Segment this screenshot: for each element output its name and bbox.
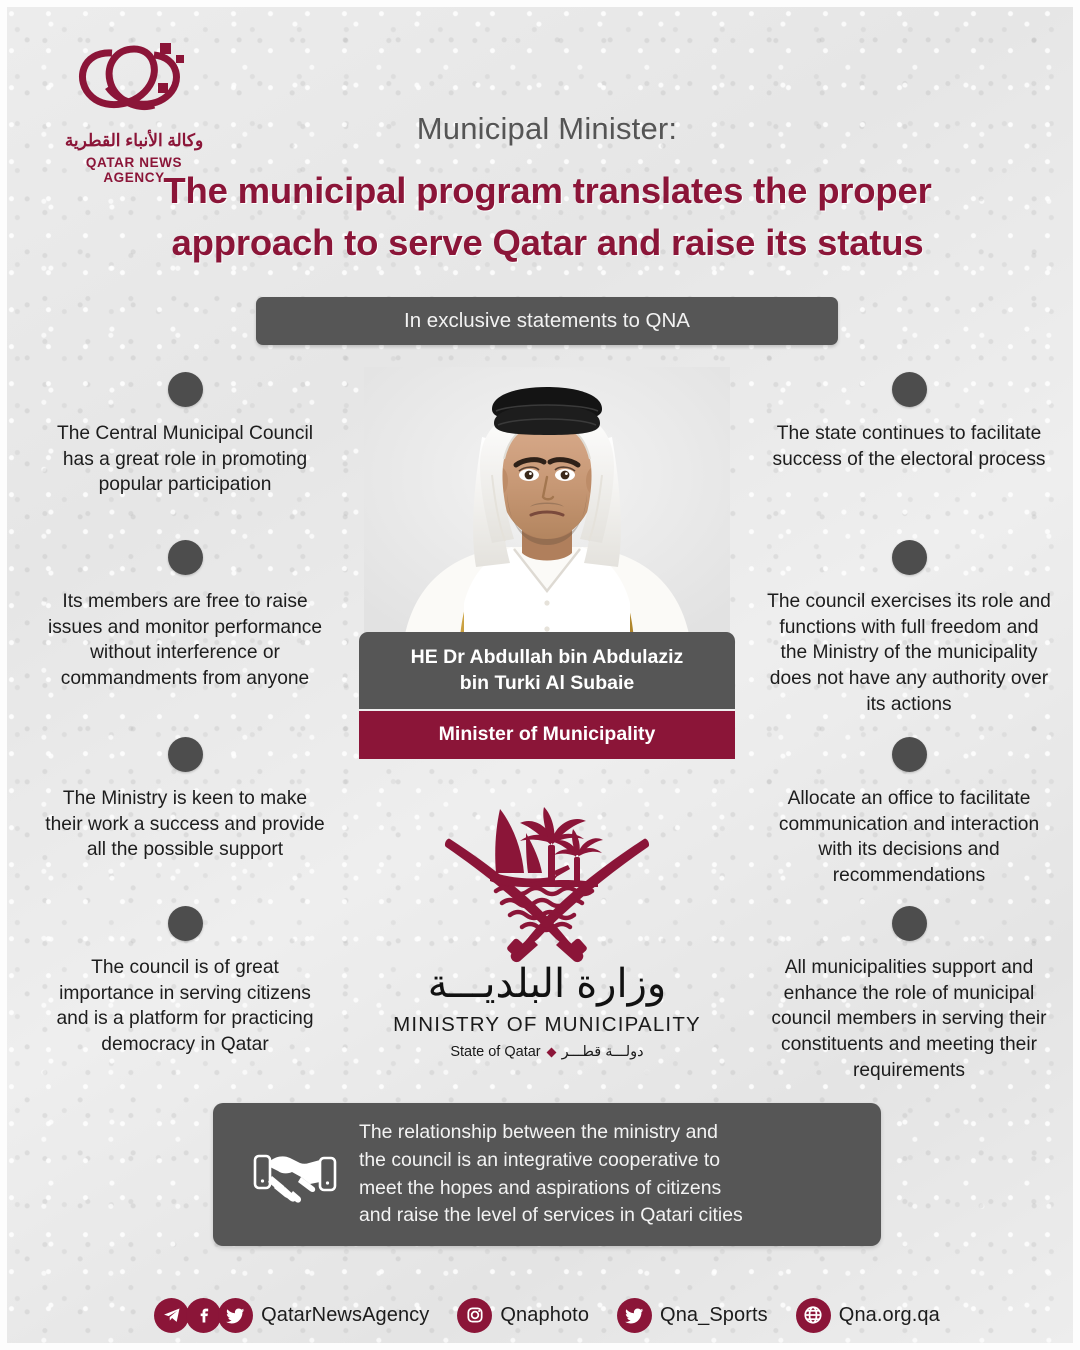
list-item: [35, 372, 335, 498]
quote-line-2: the council is an integrative cooperative to: [359, 1148, 721, 1171]
qna-logo-arabic: وكالة الأنباء القطرية: [64, 131, 204, 150]
ministry-name-arabic: وزارة البلديـــة: [427, 962, 667, 1006]
bullet-text: All municipalities support and enhance the role of municipal council members in serving their constituents and meeting their requirements: [771, 957, 1047, 1081]
quote-line-4: and raise the level of services in Qatari cities: [359, 1204, 743, 1227]
globe-icon[interactable]: [796, 1298, 831, 1333]
bullet-dot-icon: [168, 737, 203, 772]
telegram-icon[interactable]: [154, 1298, 189, 1333]
headline-line-2: approach to serve Qatar and raise its status: [171, 221, 924, 263]
quote-line-1: The relationship between the ministry and: [359, 1121, 718, 1144]
social-group-qnaphoto[interactable]: [457, 1298, 589, 1333]
qatar-emblem-icon: [422, 787, 672, 965]
headline-line-1: The municipal program translates the proper: [163, 170, 932, 211]
nameplate: [359, 632, 735, 759]
kicker-text: Municipal Minister:: [416, 111, 678, 146]
social-group-website[interactable]: [796, 1298, 940, 1333]
list-item: [759, 906, 1059, 1084]
page-title: [125, 165, 970, 269]
quote-card: [213, 1103, 881, 1246]
qna-atom-logo-icon: [54, 35, 214, 130]
bullet-dot-icon: [892, 737, 927, 772]
social-label: Qnaphoto: [500, 1303, 590, 1326]
bullet-text: The council exercises its role and functions with full freedom and the Ministry of the municipality does not have any authority over its actions: [767, 591, 1051, 715]
quote-line-3: meet the hopes and aspirations of citizens: [359, 1176, 722, 1199]
diamond-separator-icon: [546, 1047, 556, 1057]
bullet-text: The Central Municipal Council has a great role in promoting popular participation: [57, 423, 313, 496]
social-label: QatarNewsAgency: [261, 1303, 430, 1326]
bullet-text: The council is of great importance in serving citizens and is a platform for practicing democracy in Qatar: [56, 957, 314, 1056]
ministry-name-english: MINISTRY OF MUNICIPALITY: [393, 1013, 701, 1036]
subtitle-bar: In exclusive statements to QNA: [256, 297, 838, 345]
list-item: [759, 540, 1059, 718]
list-item: [759, 737, 1059, 889]
nameplate-name: [359, 632, 735, 711]
bullet-dot-icon: [168, 906, 203, 941]
quote-text: [351, 1119, 743, 1229]
minister-portrait: [364, 367, 730, 639]
bullet-dot-icon: [892, 540, 927, 575]
nameplate-title: Minister of Municipality: [359, 711, 735, 759]
social-label: Qna_Sports: [660, 1303, 768, 1326]
list-item: [35, 906, 335, 1058]
bullet-text: The Ministry is keen to make their work a success and provide all the possible support: [45, 788, 325, 861]
bullet-text: The state continues to facilitate success of the electoral process: [772, 423, 1046, 470]
instagram-icon[interactable]: [457, 1298, 492, 1333]
handshake-icon-wrap: [239, 1143, 351, 1207]
handshake-icon: [252, 1143, 338, 1207]
twitter-icon[interactable]: [218, 1298, 253, 1333]
nameplate-name-line-1: HE Dr Abdullah bin Abdulaziz: [410, 646, 684, 668]
qna-logo: [54, 35, 214, 185]
bullet-text: Its members are free to raise issues and monitor performance without interference or commandments from anyone: [47, 591, 323, 690]
facebook-icon[interactable]: [186, 1298, 221, 1333]
social-group-qatarnewsagency[interactable]: [154, 1298, 429, 1333]
list-item: [35, 737, 335, 863]
list-item: [759, 372, 1059, 472]
bullet-dot-icon: [892, 372, 927, 407]
bullet-text: Allocate an office to facilitate communication and interaction with its decisions and recommendations: [778, 788, 1040, 887]
ministry-state-arabic: دولـــة قطـــر: [561, 1044, 644, 1060]
nameplate-name-line-2: bin Turki Al Subaie: [459, 671, 635, 694]
ministry-logo: [347, 787, 747, 1060]
qna-logo-latin: QATAR NEWS AGENCY: [85, 155, 183, 185]
list-item: [35, 540, 335, 692]
ministry-state-english: State of Qatar: [450, 1044, 541, 1060]
ministry-state-line: [347, 1044, 747, 1060]
bullet-dot-icon: [168, 372, 203, 407]
twitter-icon[interactable]: [617, 1298, 652, 1333]
bullet-dot-icon: [892, 906, 927, 941]
social-label: Qna.org.qa: [838, 1303, 940, 1326]
bullet-dot-icon: [168, 540, 203, 575]
social-footer: [7, 1289, 1080, 1341]
social-group-qnasports[interactable]: [617, 1298, 768, 1333]
